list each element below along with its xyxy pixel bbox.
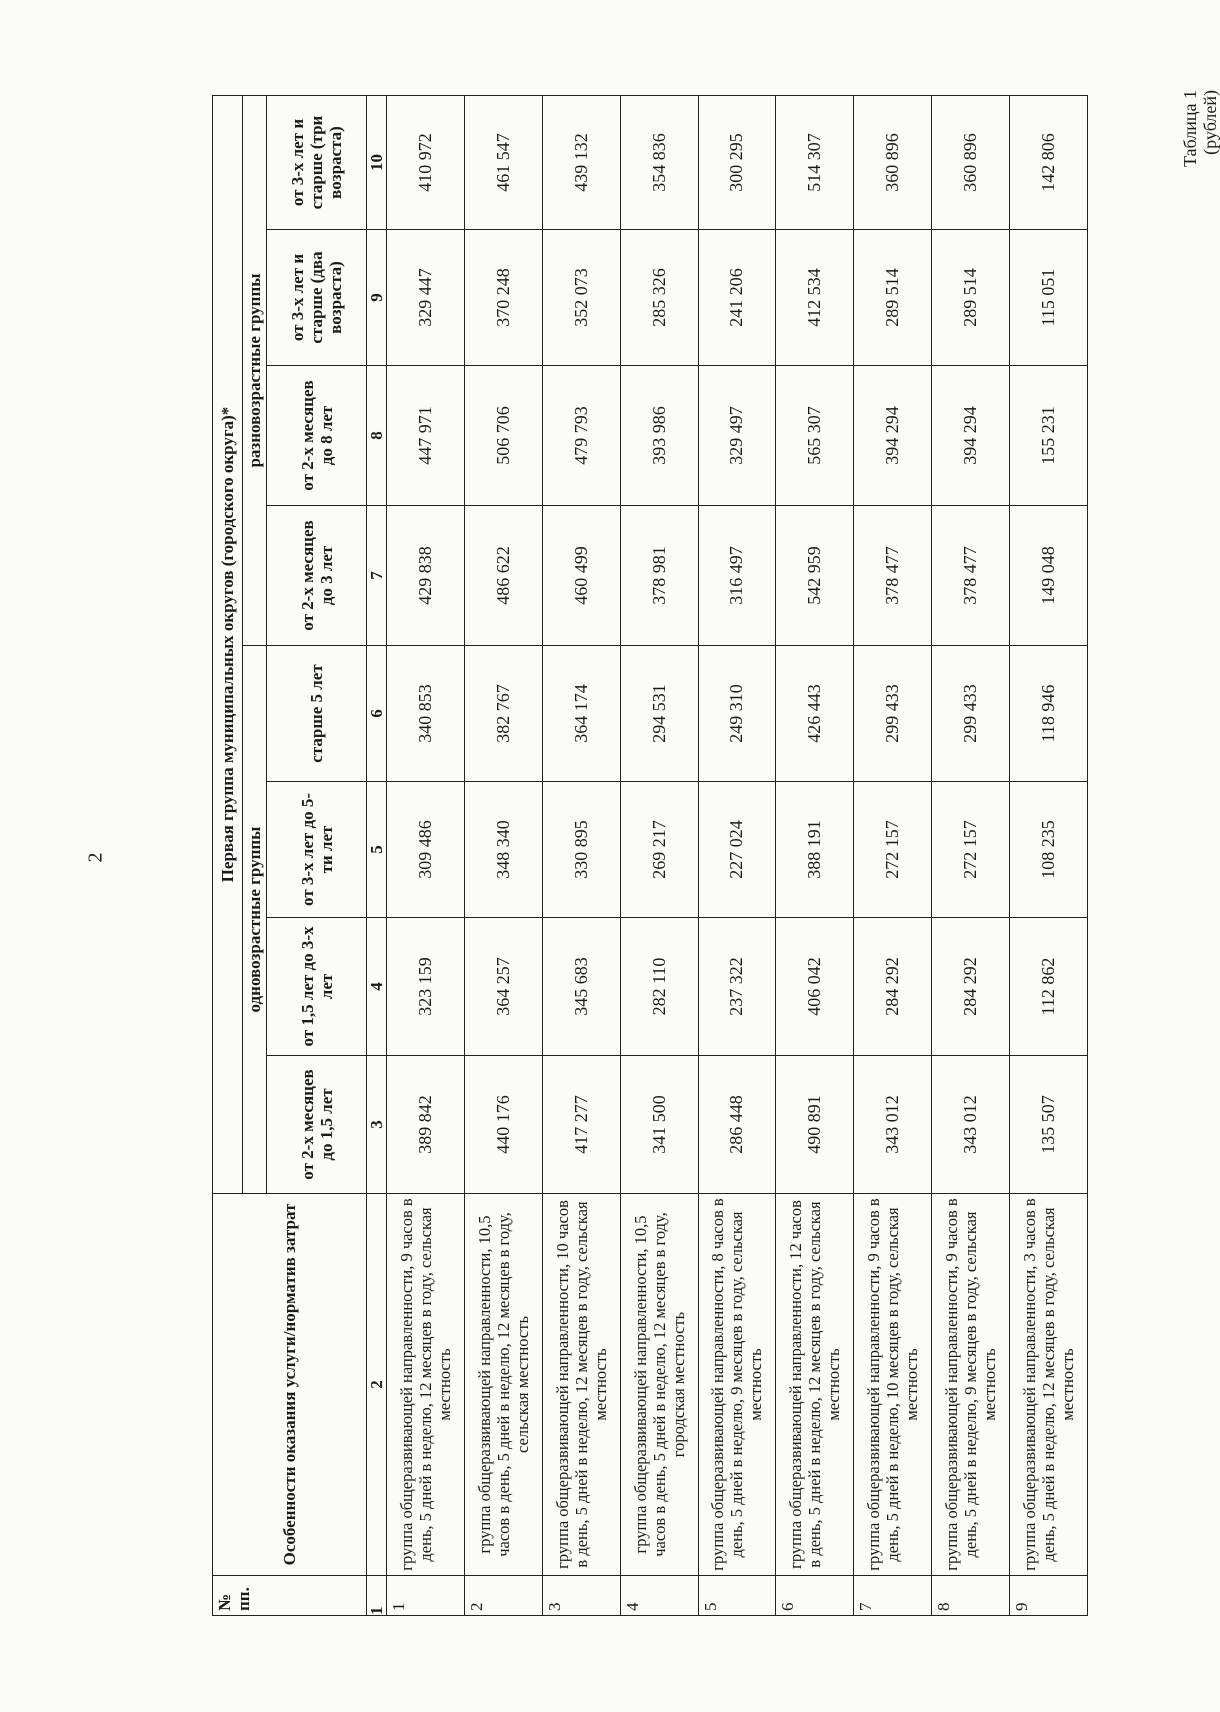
col-number: 4 <box>367 918 387 1056</box>
cost-value-cell: 410 972 <box>387 96 465 230</box>
cost-value-cell: 329 497 <box>698 366 776 506</box>
table-row <box>464 96 542 1616</box>
cost-value-cell: 378 477 <box>932 506 1010 646</box>
cost-value-cell: 479 793 <box>542 366 620 506</box>
cost-value-cell: 300 295 <box>698 96 776 230</box>
row-description: группа общеразвивающей направленности, 10,5 часов в день, 5 дней в неделю, 12 месяцев в году, городская местность <box>620 1194 698 1576</box>
cost-value-cell: 272 157 <box>932 782 1010 918</box>
row-description: группа общеразвивающей направленности, 9 часов в день, 5 дней в неделю, 9 месяцев в году, сельская местность <box>932 1194 1010 1576</box>
cost-value-cell: 241 206 <box>698 230 776 366</box>
cost-value-cell: 352 073 <box>542 230 620 366</box>
cost-value-cell: 343 012 <box>854 1056 932 1194</box>
table-row <box>698 96 776 1616</box>
table-caption-unit: (рублей) <box>1200 90 1220 155</box>
cost-value-cell: 394 294 <box>854 366 932 506</box>
cost-value-cell: 323 159 <box>387 918 465 1056</box>
column-number-row <box>367 96 387 1616</box>
cost-value-cell: 360 896 <box>932 96 1010 230</box>
row-description: группа общеразвивающей направленности, 9 часов в день, 5 дней в неделю, 10 месяцев в году, сельская местность <box>854 1194 932 1576</box>
cost-value-cell: 364 174 <box>542 646 620 782</box>
rotated-table-container <box>212 96 1088 1616</box>
cost-value-cell: 490 891 <box>776 1056 854 1194</box>
row-number: 9 <box>1010 1576 1088 1616</box>
table-row <box>387 96 465 1616</box>
row-description: группа общеразвивающей направленности, 10 часов в день, 5 дней в неделю, 12 месяцев в году, сельская местность <box>542 1194 620 1576</box>
cost-value-cell: 378 477 <box>854 506 932 646</box>
row-number: 3 <box>542 1576 620 1616</box>
cost-value-cell: 542 959 <box>776 506 854 646</box>
row-number: 2 <box>464 1576 542 1616</box>
row-description: группа общеразвивающей направленности, 8 часов в день, 5 дней в неделю, 9 месяцев в году, сельская местность <box>698 1194 776 1576</box>
header-col-3: от 2-х месяцев до 1,5 лет <box>267 1056 367 1194</box>
cost-value-cell: 393 986 <box>620 366 698 506</box>
cost-value-cell: 417 277 <box>542 1056 620 1194</box>
cost-value-cell: 565 307 <box>776 366 854 506</box>
cost-value-cell: 135 507 <box>1010 1056 1088 1194</box>
row-description: группа общеразвивающей направленности, 9 часов в день, 5 дней в неделю, 12 месяцев в году, сельская местность <box>387 1194 465 1576</box>
cost-value-cell: 155 231 <box>1010 366 1088 506</box>
row-description: группа общеразвивающей направленности, 10,5 часов в день, 5 дней в неделю, 12 месяцев в году, сельская местность <box>464 1194 542 1576</box>
header-single-age: одновозрастные группы <box>243 646 267 1194</box>
page-number: 2 <box>84 852 107 863</box>
cost-value-cell: 115 051 <box>1010 230 1088 366</box>
cost-value-cell: 282 110 <box>620 918 698 1056</box>
cost-value-cell: 460 499 <box>542 506 620 646</box>
cost-value-cell: 285 326 <box>620 230 698 366</box>
cost-value-cell: 378 981 <box>620 506 698 646</box>
cost-value-cell: 329 447 <box>387 230 465 366</box>
cost-value-cell: 486 622 <box>464 506 542 646</box>
cost-value-cell: 289 514 <box>932 230 1010 366</box>
row-description: группа общеразвивающей направленности, 3 часов в день, 5 дней в неделю, 12 месяцев в году, сельская местность <box>1010 1194 1088 1576</box>
col-number: 3 <box>367 1056 387 1194</box>
cost-value-cell: 284 292 <box>932 918 1010 1056</box>
cost-value-cell: 447 971 <box>387 366 465 506</box>
cost-norms-table <box>212 95 1088 1616</box>
cost-value-cell: 439 132 <box>542 96 620 230</box>
cost-value-cell: 360 896 <box>854 96 932 230</box>
col-number: 7 <box>367 506 387 646</box>
cost-value-cell: 316 497 <box>698 506 776 646</box>
header-features: Особенности оказания услуги/норматив затрат <box>213 1194 367 1576</box>
cost-value-cell: 269 217 <box>620 782 698 918</box>
col-number: 6 <box>367 646 387 782</box>
header-group: Первая группа муниципальных округов (городского округа)* <box>213 96 243 1194</box>
col-number: 9 <box>367 230 387 366</box>
cost-value-cell: 506 706 <box>464 366 542 506</box>
cost-value-cell: 289 514 <box>854 230 932 366</box>
cost-value-cell: 299 433 <box>932 646 1010 782</box>
cost-value-cell: 286 448 <box>698 1056 776 1194</box>
col-number: 2 <box>367 1194 387 1576</box>
cost-value-cell: 389 842 <box>387 1056 465 1194</box>
header-no: № пп. <box>213 1576 367 1616</box>
cost-value-cell: 382 767 <box>464 646 542 782</box>
cost-value-cell: 364 257 <box>464 918 542 1056</box>
cost-value-cell: 412 534 <box>776 230 854 366</box>
cost-value-cell: 440 176 <box>464 1056 542 1194</box>
row-number: 8 <box>932 1576 1010 1616</box>
cost-value-cell: 237 322 <box>698 918 776 1056</box>
row-number: 7 <box>854 1576 932 1616</box>
cost-value-cell: 354 836 <box>620 96 698 230</box>
cost-value-cell: 341 500 <box>620 1056 698 1194</box>
table-row <box>542 96 620 1616</box>
header-col-6: старше 5 лет <box>267 646 367 782</box>
table-caption-label: Таблица 1 <box>1180 90 1200 167</box>
col-number: 5 <box>367 782 387 918</box>
cost-value-cell: 330 895 <box>542 782 620 918</box>
header-col-5: от 3-х лет до 5-ти лет <box>267 782 367 918</box>
cost-value-cell: 426 443 <box>776 646 854 782</box>
cost-value-cell: 294 531 <box>620 646 698 782</box>
cost-value-cell: 284 292 <box>854 918 932 1056</box>
header-col-7: от 2-х месяцев до 3 лет <box>267 506 367 646</box>
col-number: 8 <box>367 366 387 506</box>
cost-value-cell: 309 486 <box>387 782 465 918</box>
table-row <box>854 96 932 1616</box>
col-number: 1 <box>367 1576 387 1616</box>
cost-value-cell: 461 547 <box>464 96 542 230</box>
table-row <box>620 96 698 1616</box>
cost-value-cell: 142 806 <box>1010 96 1088 230</box>
row-number: 4 <box>620 1576 698 1616</box>
cost-value-cell: 348 340 <box>464 782 542 918</box>
header-col-9: от 3-х лет и старше (два возраста) <box>267 230 367 366</box>
cost-value-cell: 340 853 <box>387 646 465 782</box>
row-number: 6 <box>776 1576 854 1616</box>
header-col-4: от 1,5 лет до 3-х лет <box>267 918 367 1056</box>
header-col-10: от 3-х лет и старше (три возраста) <box>267 96 367 230</box>
cost-value-cell: 299 433 <box>854 646 932 782</box>
cost-value-cell: 406 042 <box>776 918 854 1056</box>
header-col-8: от 2-х месяцев до 8 лет <box>267 366 367 506</box>
cost-value-cell: 149 048 <box>1010 506 1088 646</box>
cost-value-cell: 272 157 <box>854 782 932 918</box>
table-row <box>1010 96 1088 1616</box>
table-row <box>776 96 854 1616</box>
cost-value-cell: 108 235 <box>1010 782 1088 918</box>
row-description: группа общеразвивающей направленности, 12 часов в день, 5 дней в неделю, 12 месяцев в году, сельская местность <box>776 1194 854 1576</box>
row-number: 5 <box>698 1576 776 1616</box>
col-number: 10 <box>367 96 387 230</box>
cost-value-cell: 370 248 <box>464 230 542 366</box>
cost-value-cell: 227 024 <box>698 782 776 918</box>
table-row <box>932 96 1010 1616</box>
cost-value-cell: 343 012 <box>932 1056 1010 1194</box>
cost-value-cell: 249 310 <box>698 646 776 782</box>
table-caption <box>1180 90 1220 200</box>
cost-value-cell: 388 191 <box>776 782 854 918</box>
cost-value-cell: 394 294 <box>932 366 1010 506</box>
cost-value-cell: 118 946 <box>1010 646 1088 782</box>
cost-value-cell: 345 683 <box>542 918 620 1056</box>
cost-value-cell: 429 838 <box>387 506 465 646</box>
row-number: 1 <box>387 1576 465 1616</box>
cost-value-cell: 514 307 <box>776 96 854 230</box>
cost-value-cell: 112 862 <box>1010 918 1088 1056</box>
header-mixed-age: разновозрастные группы <box>243 96 267 646</box>
table-body <box>387 96 1088 1616</box>
